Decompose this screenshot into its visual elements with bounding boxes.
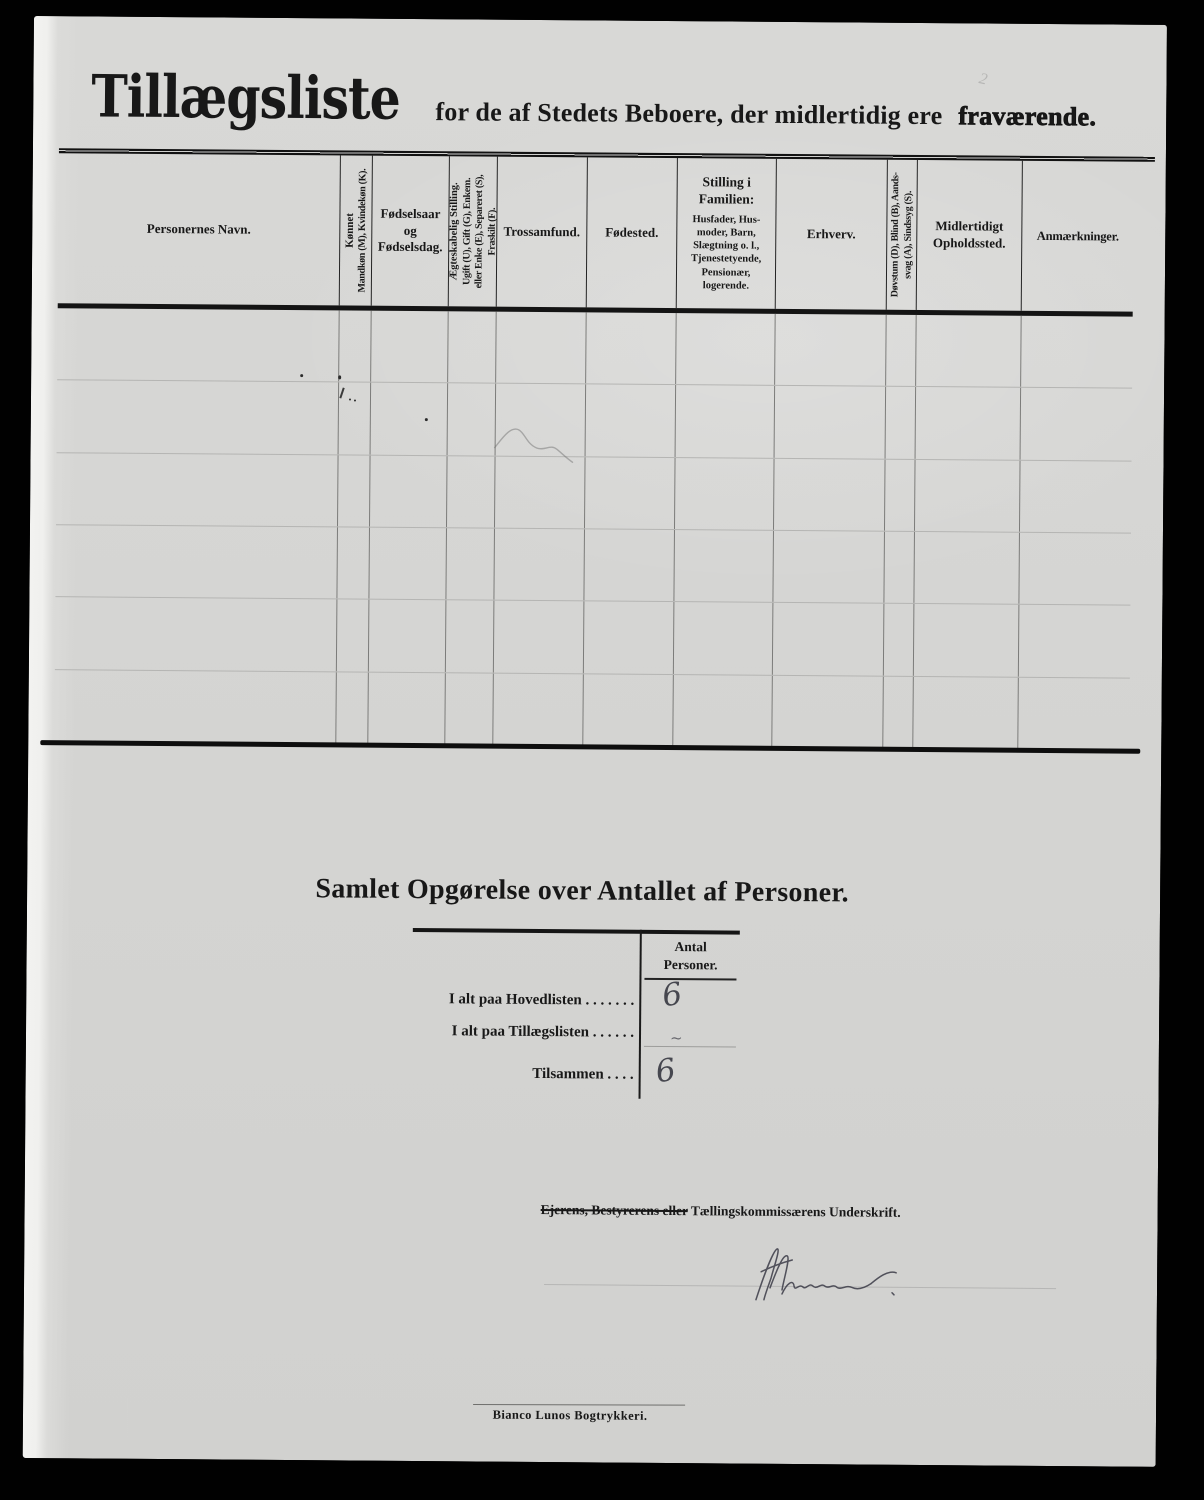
column-header-marital-status [448, 156, 497, 306]
table-row [56, 452, 1132, 533]
table-empty-cell [883, 532, 914, 604]
table-empty-cell [582, 674, 673, 746]
table-empty-cell [335, 672, 368, 744]
table-empty-cell [773, 458, 885, 530]
column-header-birthplace [586, 157, 677, 308]
table-empty-cell [370, 383, 448, 455]
signature-caption-text: Tællingskommissærens Underskrift. [690, 1203, 901, 1220]
table-empty-cell [495, 312, 586, 384]
table-empty-cell [338, 310, 371, 382]
vertical-header-text: Ægteskabelig Stilling. Ugift (U), Gift (G), Enkem. eller Enke (E), Separeret (S), Fraskilt (F). [447, 174, 498, 289]
handwritten-count-supplement: ~ [669, 1029, 683, 1048]
ink-speck [338, 375, 341, 379]
vertical-header-text: Døvstum (D), Blind (B), Aands- svag (A), Sindssyg (S). [888, 172, 914, 298]
signature-caption-struck: Ejerens, Bestyrerens eller [540, 1202, 688, 1219]
table-empty-cell [1020, 388, 1133, 460]
table-empty-cell [1018, 605, 1131, 677]
ink-speck [300, 374, 303, 377]
table-empty-cell [673, 530, 773, 602]
table-empty-cell [771, 675, 883, 747]
table-row [57, 380, 1133, 461]
table-empty-cell [493, 601, 584, 673]
summary-table-top-rule [413, 928, 740, 935]
printer-mark-rule [473, 1404, 685, 1406]
table-empty-cell [338, 383, 371, 455]
form-page [23, 16, 1167, 1467]
table-empty-cell [583, 602, 674, 674]
table-empty-cell [673, 602, 773, 674]
handwritten-count-total: 6 [653, 1051, 679, 1091]
table-empty-cell [337, 455, 370, 527]
table-empty-cell [914, 460, 1020, 532]
table-empty-cell [915, 387, 1021, 459]
table-empty-cell [674, 458, 774, 530]
table-empty-cell [445, 601, 494, 673]
table-empty-cell [492, 673, 583, 745]
column-header-birthdate [371, 156, 449, 307]
table-body [54, 308, 1132, 749]
ink-speck [425, 418, 428, 421]
table-empty-cell [336, 527, 369, 599]
summary-count-header: Antal Personer. [663, 939, 718, 972]
handwritten-signature [746, 1242, 907, 1309]
table-empty-cell [913, 532, 1019, 604]
table-empty-cell [774, 386, 886, 458]
table-empty-cell [336, 600, 369, 672]
table-empty-cell [368, 528, 446, 600]
table-empty-cell [885, 387, 916, 459]
table-empty-cell [883, 604, 914, 676]
table-empty-cell [913, 604, 1019, 676]
summary-row-label-supplement: I alt paa Tillægslisten . . . . . . [451, 1023, 635, 1041]
table-empty-cell [882, 676, 913, 748]
column-header-label: Erhverv. [806, 225, 856, 242]
table-empty-cell [583, 529, 674, 601]
signature-caption [541, 1202, 901, 1221]
ink-speck [349, 398, 351, 400]
form-title-emphasis: fraværende. [958, 101, 1097, 132]
handwritten-count-mainlist: 6 [659, 975, 685, 1015]
column-header-label: Trossamfund. [503, 223, 581, 239]
table-empty-cell [1018, 533, 1131, 605]
form-title-rest: for de af Stedets Beboere, der midlertidig ere [435, 97, 943, 131]
table-empty-cell [915, 315, 1021, 387]
table-empty-cell [912, 677, 1018, 749]
column-header-label: Fødested. [605, 224, 659, 240]
summary-heading: Samlet Opgørelse over Antallet af Personer. [315, 873, 849, 909]
table-empty-cell [885, 315, 916, 387]
table-empty-cell [772, 531, 884, 603]
table-empty-cell [585, 312, 676, 384]
table-header [58, 153, 1134, 316]
form-title-main: Tillægsliste [91, 62, 401, 134]
pencil-smudge: 2 [977, 70, 989, 89]
table-empty-cell [447, 311, 496, 383]
column-header-name [58, 153, 340, 305]
column-header-label: Personernes Navn. [146, 220, 251, 237]
table-empty-cell [772, 603, 884, 675]
table-empty-cell [444, 673, 493, 745]
table-empty-cell [774, 314, 886, 386]
table-empty-cell [369, 455, 447, 527]
table-empty-cell [1017, 677, 1130, 749]
column-header-remarks [1021, 161, 1134, 312]
table-empty-cell [884, 459, 915, 531]
column-header-label: Anmærkninger. [1036, 228, 1119, 244]
table-empty-cell [368, 600, 446, 672]
column-header-family-position: Stilling i Familien: Husfader, Hus- moder, Barn, Slægtning o. l., Tjenestetyende, Pensionær, logerende. [676, 158, 776, 309]
column-header-temporary-residence [916, 160, 1022, 311]
table-empty-cell [1020, 316, 1133, 388]
table-empty-cell [56, 453, 338, 527]
table-empty-cell [55, 525, 337, 599]
column-header-label: Midlertidigt Opholdssted. [932, 218, 1006, 251]
column-header-occupation [775, 159, 887, 310]
table-empty-cell [1019, 460, 1132, 532]
table-row [54, 669, 1130, 750]
table-empty-cell [675, 385, 775, 457]
summary-row-label-total: Tilsammen . . . . [532, 1065, 634, 1083]
table-empty-cell [584, 457, 675, 529]
table-row [55, 596, 1131, 677]
column-header-label: Fødselsaar og Fødselsdag. [377, 205, 443, 255]
table-empty-cell [493, 529, 584, 601]
table-empty-cell [57, 381, 339, 455]
column-header-disabilities [886, 160, 917, 310]
table-empty-cell [446, 456, 495, 528]
vertical-header-text: Kønnet Mandkøn (M), Kvindekøn (K). [343, 168, 369, 293]
table-empty-cell [55, 597, 337, 671]
pencil-squiggle [488, 418, 578, 469]
table-empty-cell [54, 670, 336, 744]
table-row [55, 524, 1131, 605]
table-row [57, 308, 1133, 388]
table-empty-cell [370, 311, 448, 383]
table-empty-cell [57, 308, 339, 382]
summary-subtotal-rule [644, 1046, 736, 1048]
ink-speck [354, 400, 356, 402]
table-empty-cell [675, 313, 775, 385]
table-empty-cell [672, 675, 772, 747]
table-empty-cell [367, 672, 445, 744]
column-header-religion [496, 157, 587, 308]
column-header-sex [339, 155, 372, 305]
table-empty-cell [585, 385, 676, 457]
summary-count-header-rule [644, 978, 736, 981]
printer-mark: Bianco Lunos Bogtrykkeri. [492, 1407, 648, 1423]
table-empty-cell [445, 528, 494, 600]
summary-row-label-mainlist: I alt paa Hovedlisten . . . . . . . [448, 991, 635, 1009]
